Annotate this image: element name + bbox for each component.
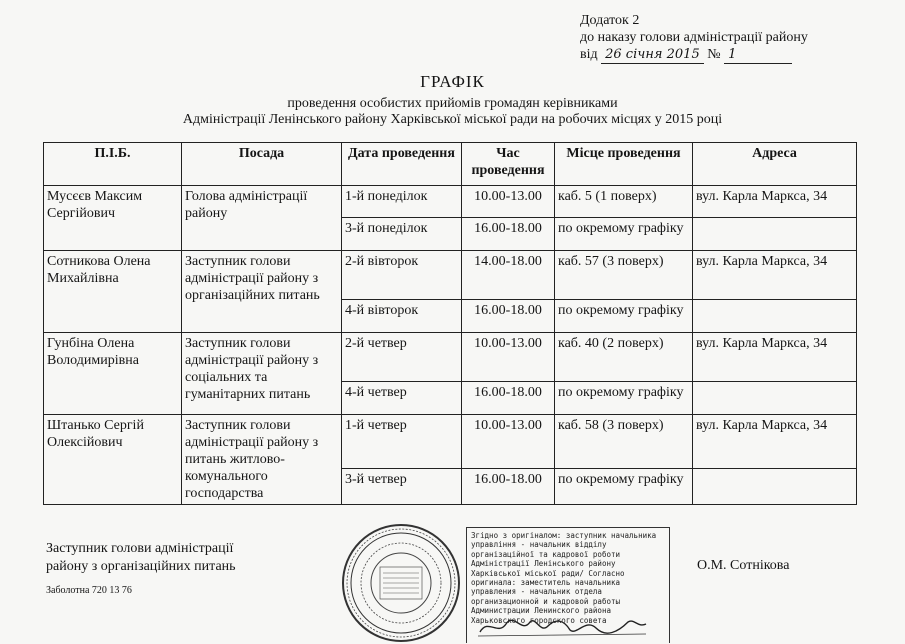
cell-address: вул. Карла Маркса, 34 <box>693 333 857 382</box>
cell-address <box>693 300 857 333</box>
header-place: Місце проведення <box>555 143 693 186</box>
header-name: П.І.Б. <box>44 143 182 186</box>
cell-name: Сотникова Олена Михайлівна <box>44 251 182 333</box>
cell-time: 16.00-18.00 <box>462 218 555 251</box>
annex-line2: до наказу голови адміністрації району <box>580 30 808 45</box>
cell-time: 16.00-18.00 <box>462 382 555 415</box>
cell-address: вул. Карла Маркса, 34 <box>693 186 857 218</box>
cell-address: вул. Карла Маркса, 34 <box>693 415 857 469</box>
cell-time: 16.00-18.00 <box>462 300 555 333</box>
footer-left-line1: Заступник голови адміністрації <box>46 541 234 556</box>
annex-number-prefix: № <box>707 47 721 62</box>
certified-copy-stamp: Згідно з оригіналом: заступник начальника управління - начальник відділу організаційної та кадрової роботи Адміністрації Ленінського району Харківської міської ради/ Согласно оригинала: заместитель начальника управления - начальник отдела организационной и кадровой работы Администрации Ленинского района Харьковского городского совета <box>466 527 670 643</box>
cell-place: по окремому графіку <box>555 300 693 333</box>
cell-date: 4-й четвер <box>342 382 462 415</box>
cell-address <box>693 218 857 251</box>
cell-name: Мусєєв Максим Сергійович <box>44 186 182 251</box>
footer-signer: О.М. Сотнiкова <box>697 558 790 573</box>
cell-position: Голова адміністрації району <box>182 186 342 251</box>
annex-date-line <box>580 46 808 64</box>
table-row <box>44 251 857 300</box>
footer-left-line2: району з організаційних питань <box>46 559 236 574</box>
annex-line1: Додаток 2 <box>580 13 640 28</box>
header-date: Дата проведення <box>342 143 462 186</box>
cell-time: 16.00-18.00 <box>462 468 555 504</box>
cell-place: каб. 40 (2 поверх) <box>555 333 693 382</box>
cell-place: по окремому графіку <box>555 468 693 504</box>
cell-time: 14.00-18.00 <box>462 251 555 300</box>
cell-date: 1-й четвер <box>342 415 462 469</box>
table-header-row <box>44 143 857 186</box>
annex-date-handwritten: 26 січня 2015 <box>601 46 704 64</box>
doc-subtitle-1: проведення особистих прийомів громадян керівниками <box>287 96 618 111</box>
cell-date: 3-й четвер <box>342 468 462 504</box>
footer-signatory-title <box>46 540 236 576</box>
cell-date: 2-й вівторок <box>342 251 462 300</box>
cell-address: вул. Карла Маркса, 34 <box>693 251 857 300</box>
doc-title: ГРАФІК <box>420 72 485 91</box>
cell-time: 10.00-13.00 <box>462 415 555 469</box>
header-address: Адреса <box>693 143 857 186</box>
cell-place: каб. 57 (3 поверх) <box>555 251 693 300</box>
cell-place: по окремому графіку <box>555 382 693 415</box>
cell-time: 10.00-13.00 <box>462 333 555 382</box>
cell-place: каб. 58 (3 поверх) <box>555 415 693 469</box>
cell-date: 4-й вівторок <box>342 300 462 333</box>
cell-address <box>693 468 857 504</box>
header-position: Посада <box>182 143 342 186</box>
table-row <box>44 186 857 218</box>
schedule-table <box>43 142 857 505</box>
cell-place: по окремому графіку <box>555 218 693 251</box>
annex-date-prefix: від <box>580 47 598 62</box>
cell-time: 10.00-13.00 <box>462 186 555 218</box>
cell-date: 1-й понеділок <box>342 186 462 218</box>
cell-position: Заступник голови адміністрації району з питань житлово-комунального господарства <box>182 415 342 505</box>
header-time: Час проведення <box>462 143 555 186</box>
table-row <box>44 415 857 469</box>
table-row <box>44 333 857 382</box>
cell-address <box>693 382 857 415</box>
cell-date: 3-й понеділок <box>342 218 462 251</box>
cell-place: каб. 5 (1 поверх) <box>555 186 693 218</box>
handwritten-signature-icon <box>478 614 648 640</box>
official-seal-icon <box>340 522 462 644</box>
doc-subtitle-2: Адміністрації Ленінського району Харківської міської ради на робочих місцях у 2015 році <box>182 112 723 127</box>
footer-executor: Заболотна 720 13 76 <box>46 585 132 596</box>
cell-name: Штанько Сергій Олексійович <box>44 415 182 505</box>
annex-number-handwritten: 1 <box>724 46 792 64</box>
cell-position: Заступник голови адміністрації району з організаційних питань <box>182 251 342 333</box>
cell-position: Заступник голови адміністрації району з соціальних та гуманітарних питань <box>182 333 342 415</box>
cell-name: Гунбіна Олена Володимирівна <box>44 333 182 415</box>
annex-header <box>580 12 808 64</box>
cell-date: 2-й четвер <box>342 333 462 382</box>
